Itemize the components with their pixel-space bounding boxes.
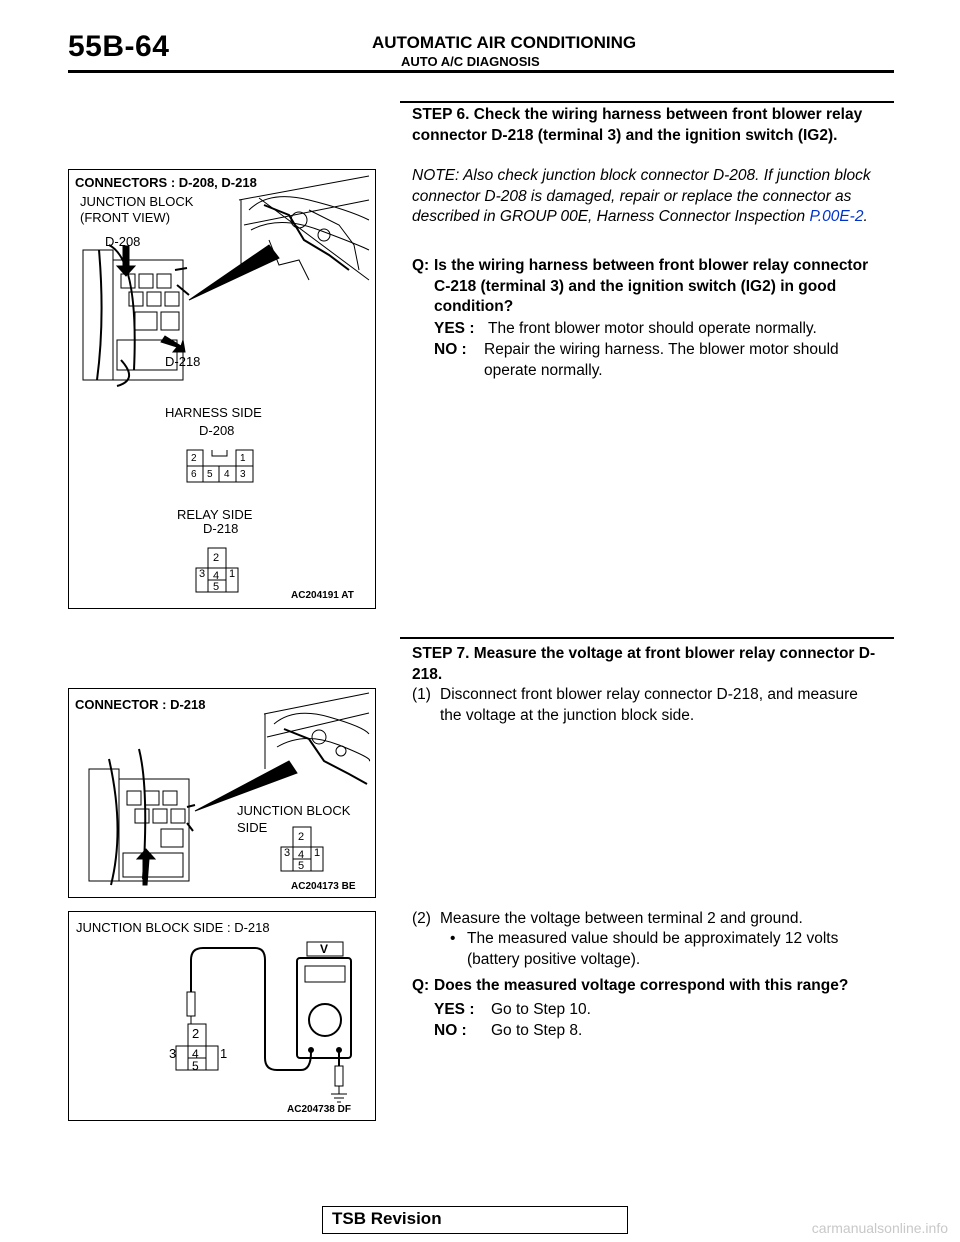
figure-connectors-d208-d218 [68, 169, 376, 609]
step6-title: STEP 6. Check the wiring harness between front blower relay connector D-218 (terminal 3) and the ignition switch (IG2). [412, 106, 863, 144]
step6-no-label: NO : [434, 341, 467, 358]
figure1-d208-label: D-208 [105, 234, 141, 249]
figure1-id: AC204191 AT [291, 590, 354, 601]
pin-label: 1 [240, 453, 246, 464]
figure1-harness-side-label: HARNESS SIDE [165, 405, 262, 420]
header-rule [68, 70, 894, 73]
pin-label: 5 [207, 469, 213, 480]
pin-label: 1 [220, 1046, 228, 1061]
figure-voltage-measurement [68, 911, 376, 1121]
pin-label: 3 [284, 847, 291, 859]
pin-label: 4 [213, 570, 220, 582]
step7-item1-num: (1) [412, 686, 431, 703]
step7-question-label: Q: [412, 977, 430, 994]
step7-bullet: The measured value should be approximately 12 volts (battery positive voltage). [467, 930, 839, 968]
figure1-harness-connector-label: D-208 [199, 423, 235, 438]
step6-question: Is the wiring harness between front blower relay connector C-218 (terminal 3) and the ignition switch (IG2) in good condition? [434, 257, 869, 315]
step7-no: Go to Step 8. [491, 1022, 583, 1039]
pin-label: 3 [199, 568, 206, 580]
step7-rule [400, 637, 894, 639]
figure1-relay-connector-label: D-218 [203, 521, 239, 536]
pin-label: 3 [240, 469, 246, 480]
figure3-drawing [69, 912, 375, 1120]
section-title: AUTO A/C DIAGNOSIS [401, 54, 540, 69]
pin-label: 4 [224, 469, 230, 480]
chapter-title: AUTOMATIC AIR CONDITIONING [372, 33, 637, 52]
step6-note [412, 166, 890, 228]
bullet-icon: • [450, 930, 456, 947]
figure1-title: CONNECTORS : D-208, D-218 [75, 175, 257, 190]
pin-label: 5 [298, 860, 305, 872]
figure2-jb-label: JUNCTION BLOCK [237, 803, 351, 818]
pin-label: 2 [213, 552, 220, 564]
figure3-meter-symbol: V [320, 942, 329, 956]
pin-label: 1 [229, 568, 236, 580]
figure-connector-d218 [68, 688, 376, 898]
figure3-title: JUNCTION BLOCK SIDE : D-218 [76, 920, 270, 935]
step7-yes: Go to Step 10. [491, 1001, 591, 1018]
pin-label: 2 [192, 1026, 200, 1041]
step7-question: Does the measured voltage correspond with this range? [434, 977, 849, 994]
step6-yes-label: YES : [434, 320, 475, 337]
figure2-drawing [69, 689, 375, 897]
figure1-relay-side-label: RELAY SIDE [177, 507, 253, 522]
pin-label: 3 [169, 1046, 177, 1061]
step6-note-end: . [863, 208, 868, 225]
step7-item2: Measure the voltage between terminal 2 and ground. [440, 910, 803, 927]
figure2-title: CONNECTOR : D-218 [75, 697, 206, 712]
step6-question-label: Q: [412, 257, 430, 274]
watermark: carmanualsonline.info [811, 1220, 948, 1236]
figure3-id: AC204738 DF [287, 1104, 351, 1115]
step6-no: Repair the wiring harness. The blower motor should operate normally. [484, 341, 839, 379]
step7-yes-label: YES : [434, 1001, 475, 1018]
step7-title: STEP 7. Measure the voltage at front blower relay connector D-218. [412, 645, 876, 683]
step6-yes: The front blower motor should operate normally. [488, 320, 817, 337]
figure2-id: AC204173 BE [291, 881, 356, 892]
pin-label: 4 [298, 849, 305, 861]
pin-label: 5 [192, 1059, 199, 1073]
page-number: 55B-64 [68, 30, 170, 63]
figure1-front-view-label: (FRONT VIEW) [80, 210, 171, 225]
pin-label: 4 [192, 1047, 199, 1061]
footer-label: TSB Revision [332, 1209, 442, 1228]
step7-item2-num: (2) [412, 910, 431, 927]
pin-label: 6 [191, 469, 197, 480]
pin-label: 2 [191, 453, 197, 464]
figure1-junction-block-label: JUNCTION BLOCK [80, 194, 194, 209]
figure2-side-label: SIDE [237, 820, 268, 835]
step6-rule [400, 101, 894, 103]
step7-no-label: NO : [434, 1022, 467, 1039]
pin-label: 1 [314, 847, 321, 859]
figure1-d218-label: D-218 [165, 354, 201, 369]
pin-label: 5 [213, 581, 220, 593]
step7-item1: Disconnect front blower relay connector D-218, and measure the voltage at the junction block side. [440, 686, 858, 724]
step6-note-link[interactable]: P.00E-2 [809, 208, 864, 225]
pin-label: 2 [298, 831, 305, 843]
step6-note-text: NOTE: Also check junction block connector D-208. If junction block connector D-208 is damaged, repair or replace the connector as described in GROUP 00E, Harness Connector Inspection [412, 167, 871, 225]
